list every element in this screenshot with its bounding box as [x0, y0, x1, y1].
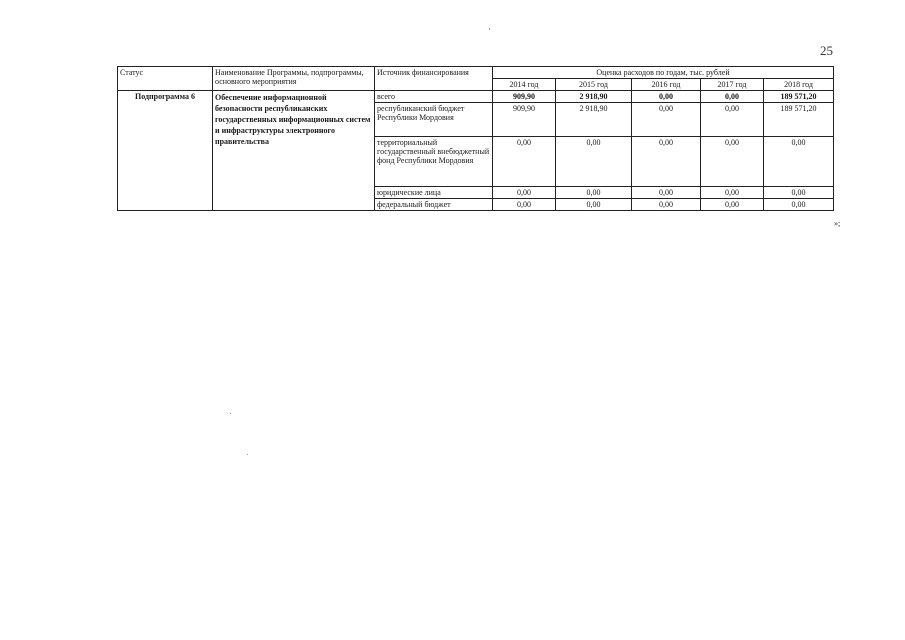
header-year-2018: 2018 год: [764, 79, 834, 91]
source-cell: республиканский бюджет Республики Мордовия: [375, 103, 493, 137]
value-cell: 0,00: [632, 199, 701, 211]
header-status: Статус: [118, 67, 213, 91]
value-cell: 0,00: [764, 199, 834, 211]
value-cell: 189 571,20: [764, 103, 834, 137]
value-cell: 0,00: [632, 103, 701, 137]
value-cell: 909,90: [493, 91, 556, 103]
value-cell: 0,00: [556, 137, 632, 187]
source-cell: территориальный государственный внебюджетный фонд Республики Мордовия: [375, 137, 493, 187]
value-cell: 0,00: [556, 199, 632, 211]
value-cell: 0,00: [701, 137, 764, 187]
value-cell: 0,00: [493, 199, 556, 211]
table-row: [118, 91, 834, 103]
value-cell: 0,00: [632, 137, 701, 187]
header-source: Источник финансирования: [375, 67, 493, 91]
value-cell: 0,00: [764, 187, 834, 199]
header-year-2016: 2016 год: [632, 79, 701, 91]
value-cell: 0,00: [556, 187, 632, 199]
header-year-2015: 2015 год: [556, 79, 632, 91]
source-cell: федеральный бюджет: [375, 199, 493, 211]
value-cell: 0,00: [701, 199, 764, 211]
header-year-2017: 2017 год: [701, 79, 764, 91]
value-cell: 0,00: [632, 187, 701, 199]
value-cell: 0,00: [493, 137, 556, 187]
header-year-2014: 2014 год: [493, 79, 556, 91]
scan-speck: [230, 413, 231, 414]
header-program-name: Наименование Программы, подпрограммы, основного мероприятия: [213, 67, 375, 91]
page-number: 25: [820, 43, 833, 58]
value-cell: 0,00: [701, 103, 764, 137]
value-cell: 0,00: [632, 91, 701, 103]
scan-speck: [247, 454, 248, 455]
value-cell: 0,00: [764, 137, 834, 187]
value-cell: 0,00: [493, 187, 556, 199]
scan-speck: [489, 28, 490, 30]
value-cell: 909,90: [493, 103, 556, 137]
source-cell: всего: [375, 91, 493, 103]
budget-table: [117, 66, 834, 211]
value-cell: 0,00: [701, 91, 764, 103]
value-cell: 2 918,90: [556, 103, 632, 137]
value-cell: 189 571,20: [764, 91, 834, 103]
header-estimate: Оценка расходов по годам, тыс. рублей: [493, 67, 834, 79]
subprogram-status: Подпрограмма 6: [118, 91, 213, 211]
subprogram-name: Обеспечение информационной безопасности республиканских государственных информационных систем и инфраструктуры электронного правительства: [213, 91, 375, 211]
value-cell: 0,00: [701, 187, 764, 199]
header-row: [118, 67, 834, 79]
source-cell: юридические лица: [375, 187, 493, 199]
closing-quote-mark: »;: [834, 219, 841, 228]
value-cell: 2 918,90: [556, 91, 632, 103]
